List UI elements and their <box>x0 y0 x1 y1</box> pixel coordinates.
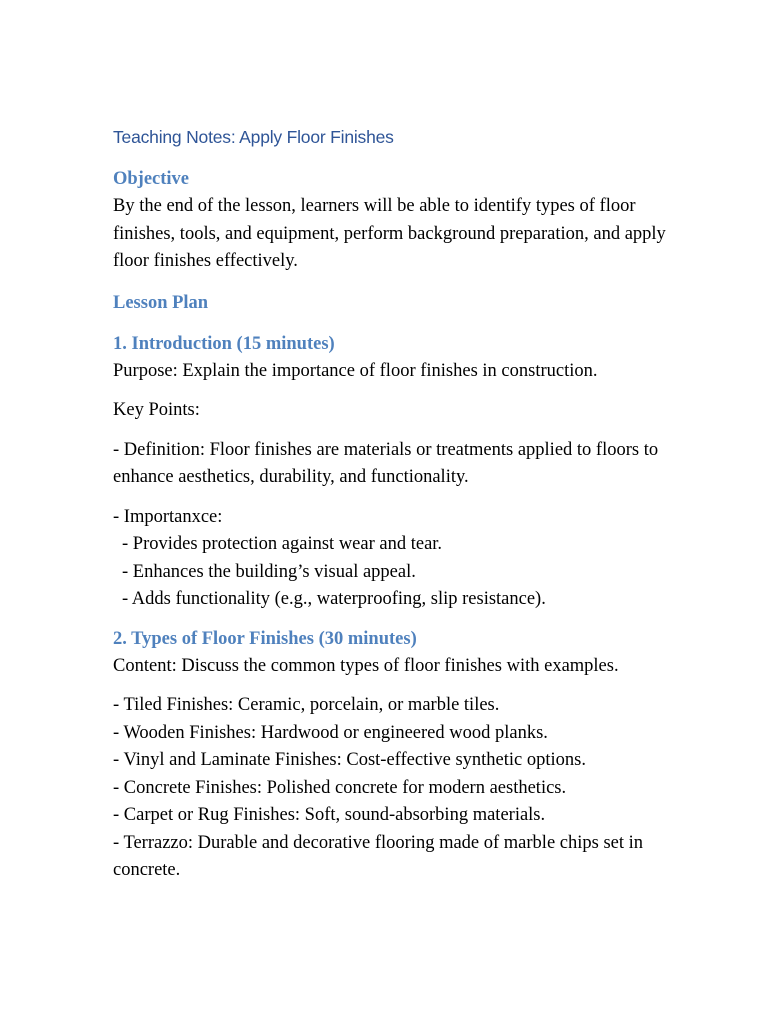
document-title: Teaching Notes: Apply Floor Finishes <box>113 127 394 147</box>
key-points-label: Key Points: <box>113 400 200 420</box>
list-item: - Terrazzo: Durable and decorative flooring made of marble chips set in concrete. <box>113 832 644 880</box>
importance-list <box>113 504 673 614</box>
list-item: - Enhances the building’s visual appeal. <box>122 561 416 582</box>
introduction-purpose: Purpose: Explain the importance of floor finishes in construction. <box>113 360 598 381</box>
types-list <box>113 692 673 885</box>
objective-heading: Objective <box>113 169 190 189</box>
types-content: Content: Discuss the common types of floor finishes with examples. <box>113 655 619 676</box>
types-heading: 2. Types of Floor Finishes (30 minutes) <box>113 628 417 649</box>
objective-text: By the end of the lesson, learners will be able to identify types of floor finishes, tools, and equipment, perform background preparation, and apply floor finishes effectively. <box>113 196 666 271</box>
document-body <box>113 123 673 885</box>
list-item: - Carpet or Rug Finishes: Soft, sound-absorbing materials. <box>113 805 546 825</box>
definition-text: - Definition: Floor finishes are materials or treatments applied to floors to enhance aesthetics, durability, and functionality. <box>113 439 659 487</box>
importance-label: - Importanxce: <box>113 506 223 527</box>
list-item: - Vinyl and Laminate Finishes: Cost-effective synthetic options. <box>113 750 586 770</box>
list-item: - Provides protection against wear and tear. <box>122 534 443 554</box>
introduction-heading: 1. Introduction (15 minutes) <box>113 333 335 354</box>
lesson-plan-heading: Lesson Plan <box>113 292 209 313</box>
list-item: - Wooden Finishes: Hardwood or engineered wood planks. <box>113 722 548 743</box>
list-item: - Tiled Finishes: Ceramic, porcelain, or marble tiles. <box>113 695 500 715</box>
list-item: - Concrete Finishes: Polished concrete for modern aesthetics. <box>113 777 567 798</box>
list-item: - Adds functionality (e.g., waterproofing, slip resistance). <box>122 589 546 609</box>
